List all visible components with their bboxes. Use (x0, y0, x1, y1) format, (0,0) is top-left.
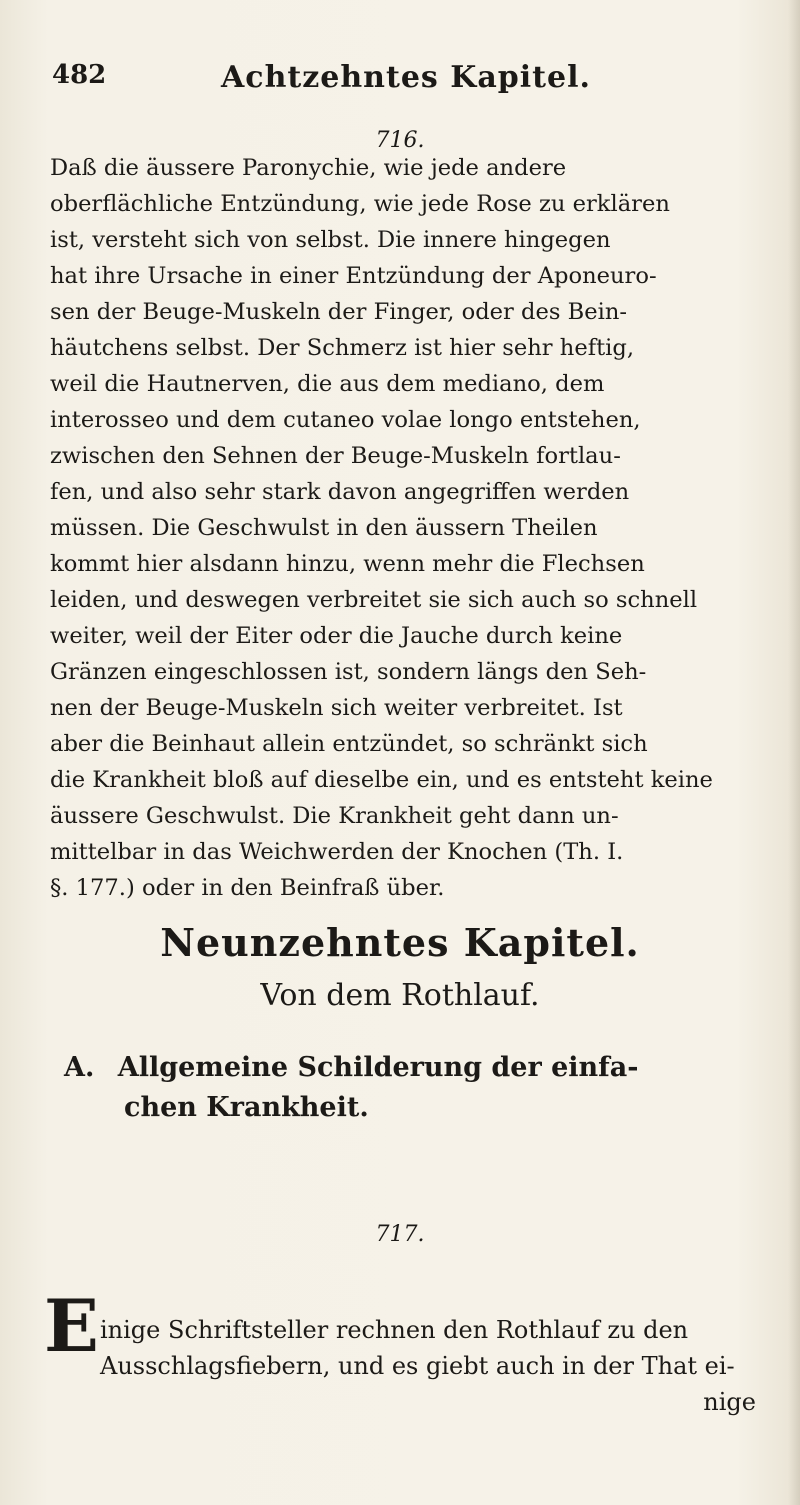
text-line: mittelbar in das Weichwerden der Knochen (Th. I. (50, 839, 624, 865)
text-line: aber die Beinhaut allein entzündet, so schränkt sich (50, 731, 648, 757)
text-line: hat ihre Ursache in einer Entzündung der Aponeuro- (50, 263, 657, 289)
text-line: §. 177.) oder in den Beinfraß über. (50, 875, 445, 901)
text-line: ist, versteht sich von selbst. Die innere hingegen (50, 227, 611, 253)
text-line: nen der Beuge-Muskeln sich weiter verbreitet. Ist (50, 695, 623, 721)
text-line: Gränzen eingeschlossen ist, sondern längs den Seh- (50, 659, 647, 685)
text-line: Daß die äussere Paronychie, wie jede andere (50, 155, 567, 181)
subsection-title-line-1: Allgemeine Schilderung der einfa- (117, 1052, 639, 1083)
text-line: die Krankheit bloß auf dieselbe ein, und es entsteht keine (50, 767, 713, 793)
text-line: müssen. Die Geschwulst in den äussern Theilen (50, 515, 598, 541)
text-line: leiden, und deswegen verbreitet sie sich auch so schnell (50, 587, 698, 613)
text-line: Ausschlagsfiebern, und es giebt auch in der That ei- (100, 1352, 735, 1380)
paragraph-717 (50, 1312, 756, 1420)
section-number-717: 717. (375, 1222, 425, 1247)
section-number-716: 716. (375, 128, 425, 153)
page-edge-shadow (788, 0, 800, 1505)
paragraph-716 (50, 150, 756, 906)
chapter-subtitle: Von dem Rothlauf. (260, 978, 540, 1013)
running-title: Achtzehntes Kapitel. (221, 60, 591, 95)
subsection-heading (64, 1048, 760, 1128)
text-line: äussere Geschwulst. Die Krankheit geht dann un- (50, 803, 619, 829)
text-line: weil die Hautnerven, die aus dem mediano, dem (50, 371, 605, 397)
text-line: fen, und also sehr stark davon angegriffen werden (50, 479, 630, 505)
text-line: sen der Beuge-Muskeln der Finger, oder des Bein- (50, 299, 628, 325)
text-line: zwischen den Sehnen der Beuge-Muskeln fortlau- (50, 443, 621, 469)
page-header (52, 60, 760, 100)
text-line: oberflächliche Entzündung, wie jede Rose zu erklären (50, 191, 670, 217)
text-line: inige Schriftsteller rechnen den Rothlauf zu den (100, 1316, 689, 1344)
text-line: interosseo und dem cutaneo volae longo entstehen, (50, 407, 641, 433)
text-line: häutchens selbst. Der Schmerz ist hier sehr heftig, (50, 335, 635, 361)
subsection-heading-line-1 (64, 1048, 760, 1088)
text-line: kommt hier alsdann hinzu, wenn mehr die Flechsen (50, 551, 645, 577)
text-line: weiter, weil der Eiter oder die Jauche durch keine (50, 623, 623, 649)
chapter-title: Neunzehntes Kapitel. (160, 920, 640, 965)
text-line: nige (703, 1388, 756, 1416)
drop-cap: E (44, 1283, 99, 1368)
subsection-label: A. (64, 1052, 95, 1083)
page-number: 482 (52, 60, 107, 90)
subsection-title-line-2: chen Krankheit. (124, 1092, 369, 1123)
